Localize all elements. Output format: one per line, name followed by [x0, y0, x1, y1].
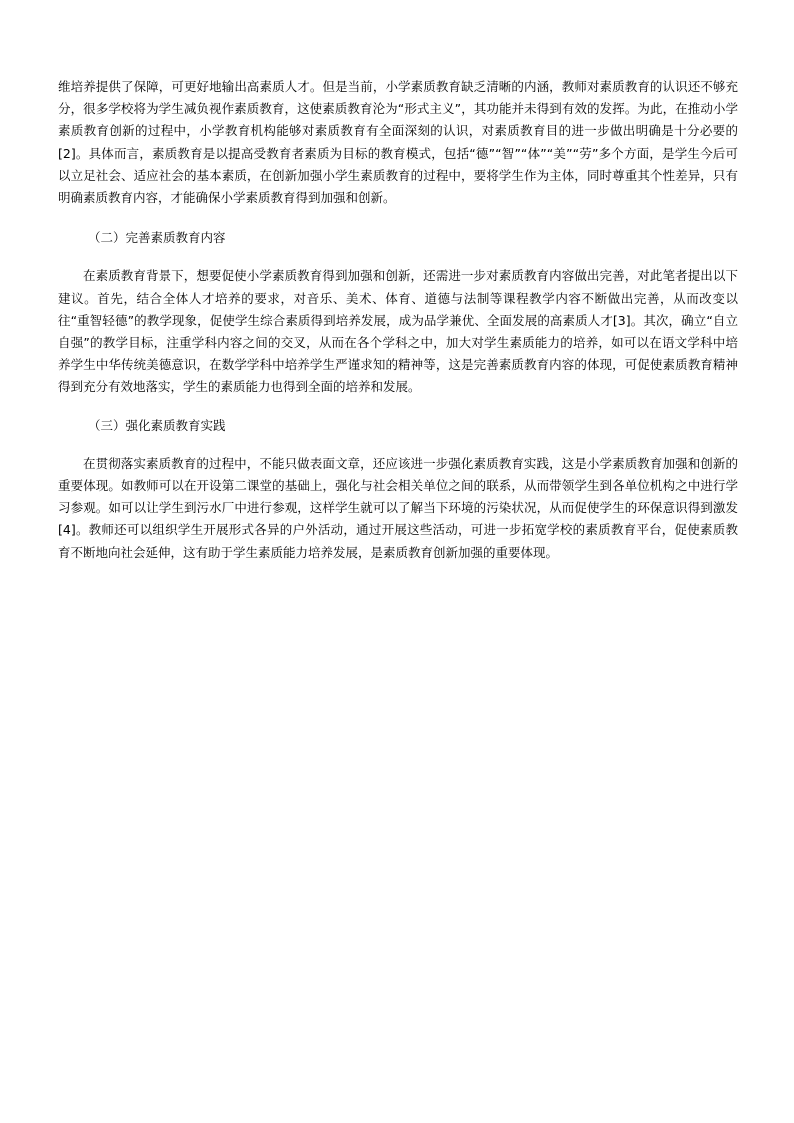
- spacer: [58, 437, 738, 453]
- spacer: [58, 249, 738, 265]
- section-heading-2: （二）完善素质教育内容: [88, 230, 226, 246]
- spacer: [58, 209, 738, 227]
- document-page: [58, 76, 738, 564]
- continued-paragraph: 维培养提供了保障，可更好地输出高素质人才。但是当前，小学素质教育缺乏清晰的内涵，教师对素质教育的认识还不够充分，很多学校将为学生减负视作素质教育，这使素质教育沦为“形式主义”，其功能并未得到有效的发挥。为此，在推动小学素质教育创新的过程中，小学教育机构能够对素质教育有全面深刻的认识，对素质教育目的进一步做出明确是十分必要的[2]。具体而言，素质教育是以提高受教育者素质为目标的教育模式，包括“德”“智”“体”“美”“劳”多个方面，是学生今后可以立足社会、适应社会的基本素质，在创新加强小学生素质教育的过程中，要将学生作为主体，同时尊重其个性差异，只有明确素质教育内容，才能确保小学素质教育得到加强和创新。: [58, 79, 738, 206]
- spacer: [58, 399, 738, 415]
- section-paragraph-2: 在素质教育背景下，想要促使小学素质教育得到加强和创新，还需进一步对素质教育内容做出完善，对此笔者提出以下建议。首先，结合全体人才培养的要求，对音乐、美术、体育、道德与法制等课程教学内容不断做出完善，从而改变以往“重智轻德”的教学现象，促使学生综合素质得到培养发展，成为品学兼优、全面发展的高素质人才[3]。其次，确立“自立自强”的教学目标，注重学科内容之间的交叉，从而在各个学科之中，加大对学生素质能力的培养，如可以在语文学科中培养学生中华传统美德意识，在数学学科中培养学生严谨求知的精神等，这是完善素质教育内容的体现，可促使素质教育精神得到充分有效地落实，学生的素质能力也得到全面的培养和发展。: [58, 268, 738, 395]
- section-heading-3: （三）强化素质教育实践: [88, 417, 226, 433]
- section-paragraph-3: 在贯彻落实素质教育的过程中，不能只做表面文章，还应该进一步强化素质教育实践，这是小学素质教育加强和创新的重要体现。如教师可以在开设第二课堂的基础上，强化与社会相关单位之间的联系，从而带领学生到各单位机构之中进行学习参观。如可以让学生到污水厂中进行参观，这样学生就可以了解当下环境的污染状况，从而促使学生的环保意识得到激发[4]。教师还可以组织学生开展形式各异的户外活动，通过开展这些活动，可进一步拓宽学校的素质教育平台，促使素质教育不断地向社会延伸，这有助于学生素质能力培养发展，是素质教育创新加强的重要体现。: [58, 455, 738, 560]
